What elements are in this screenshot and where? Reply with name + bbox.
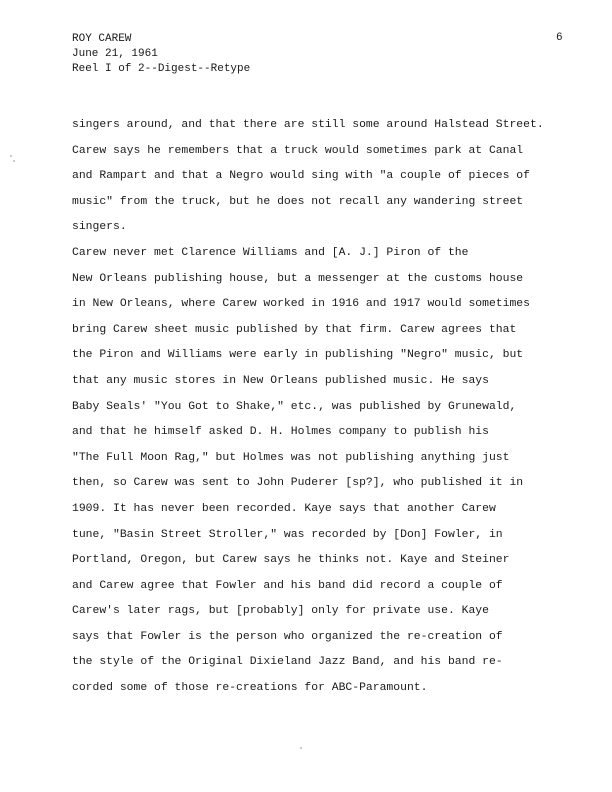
- text-line: then, so Carew was sent to John Puderer [sp?], who published it in: [72, 477, 524, 490]
- document-header: [72, 32, 250, 77]
- text-line: and that he himself asked D. H. Holmes company to publish his: [72, 426, 489, 439]
- text-line: Carew's later rags, but [probably] only for private use. Kaye: [72, 605, 489, 618]
- text-line: in New Orleans, where Carew worked in 1916 and 1917 would sometimes: [72, 298, 530, 311]
- header-reel: Reel I of 2--Digest--Retype: [72, 63, 251, 75]
- transcript-body: [72, 113, 552, 702]
- header-date: June 21, 1961: [72, 48, 158, 60]
- scan-speck: [13, 160, 15, 162]
- text-line: and Rampart and that a Negro would sing with "a couple of pieces of: [72, 170, 530, 183]
- text-line: Carew says he remembers that a truck would sometimes park at Canal: [72, 144, 524, 157]
- text-line: music" from the truck, but he does not recall any wandering street: [72, 195, 524, 208]
- scan-speck: [300, 747, 302, 749]
- text-line: and Carew agree that Fowler and his band did record a couple of: [72, 579, 503, 592]
- text-line: "The Full Moon Rag," but Holmes was not publishing anything just: [72, 451, 510, 464]
- scan-speck: [10, 155, 12, 157]
- text-line: the style of the Original Dixieland Jazz Band, and his band re-: [72, 656, 503, 669]
- text-line: Baby Seals' "You Got to Shake," etc., was published by Grunewald,: [72, 400, 517, 413]
- text-line: corded some of those re-creations for ABC-Paramount.: [72, 682, 428, 695]
- text-line: singers.: [72, 221, 127, 234]
- text-line: that any music stores in New Orleans published music. He says: [72, 374, 489, 387]
- text-line: bring Carew sheet music published by that firm. Carew agrees that: [72, 323, 517, 336]
- text-line: tune, "Basin Street Stroller," was recorded by [Don] Fowler, in: [72, 528, 503, 541]
- text-line: 1909. It has never been recorded. Kaye says that another Carew: [72, 502, 496, 515]
- header-name: ROY CAREW: [72, 33, 132, 45]
- text-line: says that Fowler is the person who organized the re-creation of: [72, 630, 503, 643]
- text-line: singers around, and that there are still some around Halstead Street.: [72, 119, 544, 131]
- text-line: New Orleans publishing house, but a messenger at the customs house: [72, 272, 524, 285]
- text-line: the Piron and Williams were early in publishing "Negro" music, but: [72, 349, 524, 362]
- page-number: 6: [556, 32, 563, 44]
- text-line: Portland, Oregon, but Carew says he thinks not. Kaye and Steiner: [72, 554, 510, 567]
- text-line: Carew never met Clarence Williams and [A. J.] Piron of the: [72, 246, 469, 259]
